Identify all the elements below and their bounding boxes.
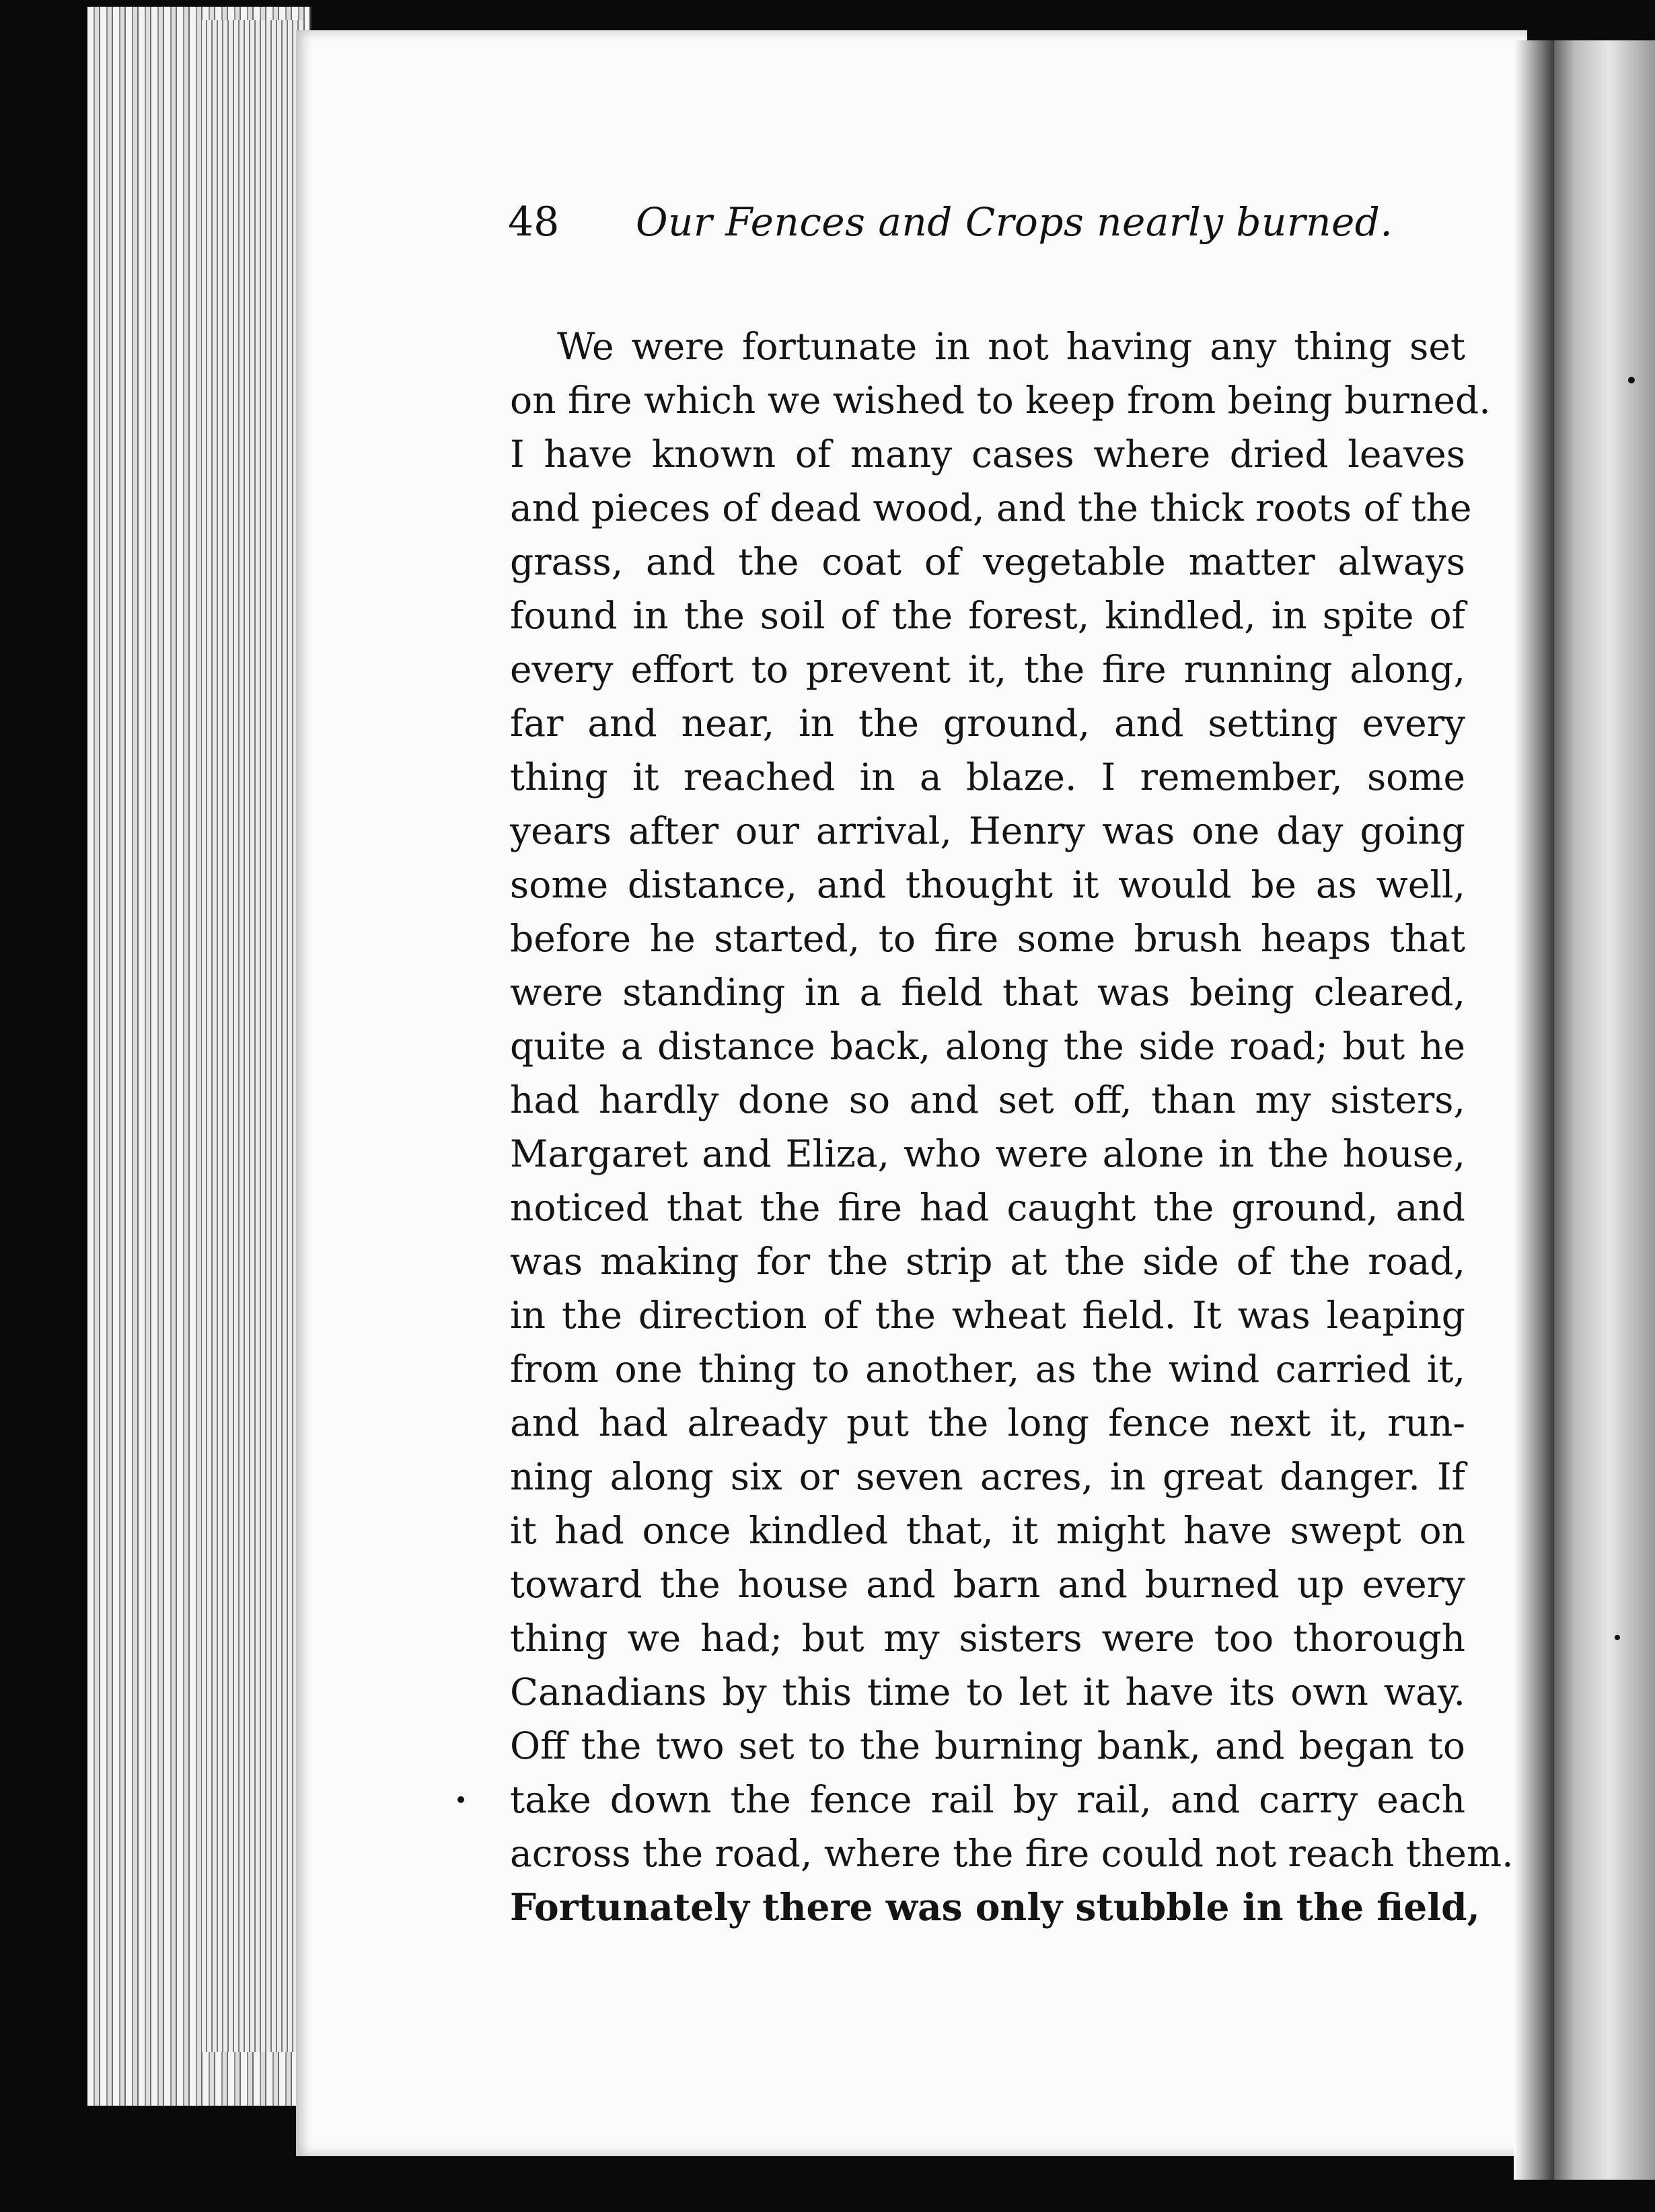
- text-line: and had already put the long fence next it, run-: [510, 1401, 1465, 1444]
- text-line: it had once kindled that, it might have swept on: [510, 1509, 1465, 1552]
- text-line: Off the two set to the burning bank, and began to: [510, 1724, 1465, 1767]
- body-text: [510, 320, 1514, 1934]
- book-page: [296, 30, 1527, 2156]
- text-line: ning along six or seven acres, in great danger. If: [510, 1455, 1465, 1498]
- text-line: from one thing to another, as the wind carried it,: [510, 1348, 1465, 1391]
- text-line: thing we had; but my sisters were too thorough: [510, 1617, 1465, 1660]
- text-line: was making for the strip at the side of the road,: [510, 1240, 1465, 1283]
- text-line: toward the house and barn and burned up every: [510, 1563, 1465, 1606]
- scan-speck: [1615, 1635, 1620, 1640]
- text-line: far and near, in the ground, and setting every: [510, 702, 1465, 745]
- text-line: before he started, to fire some brush heaps that: [510, 917, 1465, 960]
- text-line: years after our arrival, Henry was one day going: [510, 809, 1465, 852]
- text-line: across the road, where the fire could not reach them.: [510, 1832, 1514, 1875]
- text-line: We were fortunate in not having any thing set: [557, 325, 1465, 368]
- text-line: on fire which we wished to keep from being burned.: [510, 379, 1491, 422]
- gutter-shadow: [1514, 40, 1554, 2180]
- page-header: [508, 198, 1490, 279]
- page-number: 48: [508, 198, 560, 246]
- scan-speck: [1628, 377, 1635, 383]
- text-line: every effort to prevent it, the fire running along,: [510, 648, 1465, 691]
- text-line: found in the soil of the forest, kindled, in spite of: [510, 594, 1465, 637]
- text-line: had hardly done so and set off, than my sisters,: [510, 1078, 1465, 1121]
- text-line: in the direction of the wheat field. It was leaping: [510, 1294, 1465, 1337]
- text-line: Margaret and Eliza, who were alone in the house,: [510, 1132, 1465, 1175]
- text-line: some distance, and thought it would be as well,: [510, 863, 1465, 906]
- text-line: were standing in a field that was being cleared,: [510, 971, 1465, 1014]
- text-line: thing it reached in a blaze. I remember, some: [510, 755, 1465, 799]
- text-line: grass, and the coat of vegetable matter always: [510, 540, 1465, 583]
- text-line: I have known of many cases where dried leaves: [510, 433, 1465, 476]
- scan-speck: [457, 1796, 464, 1803]
- text-line: take down the fence rail by rail, and carry each: [510, 1778, 1465, 1821]
- facing-page-edge: [1541, 40, 1655, 2180]
- running-title: Our Fences and Crops nearly burned.: [636, 199, 1393, 245]
- text-line: and pieces of dead wood, and the thick roots of the: [510, 486, 1472, 529]
- page-edges-inner: [202, 20, 303, 2052]
- text-line: noticed that the fire had caught the ground, and: [510, 1186, 1465, 1229]
- text-line: Fortunately there was only stubble in the field,: [510, 1885, 1480, 1929]
- text-line: quite a distance back, along the side road; but he: [510, 1025, 1465, 1068]
- text-line: Canadians by this time to let it have its own way.: [510, 1670, 1465, 1713]
